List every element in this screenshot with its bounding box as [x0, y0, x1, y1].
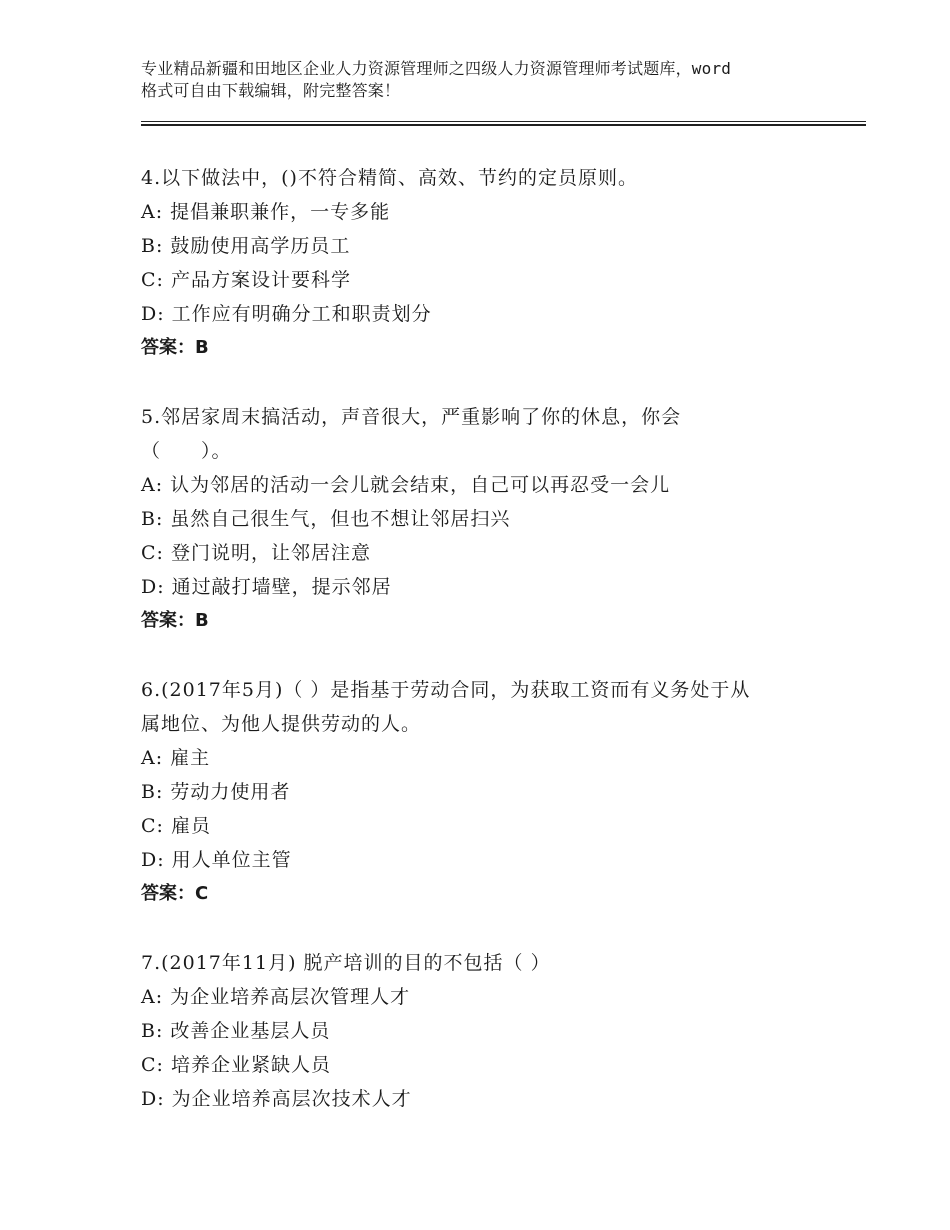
option-c: C: 产品方案设计要科学: [141, 269, 351, 291]
option-a: A: 雇主: [141, 747, 211, 769]
option-d: D: 工作应有明确分工和职责划分: [141, 303, 432, 325]
header-title-line-1: 专业精品新疆和田地区企业人力资源管理师之四级人力资源管理师考试题库，word: [141, 59, 732, 78]
option-a: A: 为企业培养高层次管理人才: [141, 986, 411, 1008]
option-d: D: 通过敲打墙壁，提示邻居: [141, 576, 392, 598]
option-d: D: 用人单位主管: [141, 849, 292, 871]
option-a: A: 提倡兼职兼作，一专多能: [141, 201, 391, 223]
question-stem: 7.(2017年11月) 脱产培训的目的不包括（ ）: [141, 952, 551, 974]
answer-label: 答案：B: [141, 610, 209, 631]
question-6: [141, 673, 841, 911]
question-stem-continued: 属地位、为他人提供劳动的人。: [141, 713, 422, 735]
option-b: B: 劳动力使用者: [141, 781, 291, 803]
option-a: A: 认为邻居的活动一会儿就会结束，自己可以再忍受一会儿: [141, 474, 671, 496]
question-stem: 5.邻居家周末搞活动，声音很大，严重影响了你的休息，你会: [141, 406, 682, 428]
answer-label: 答案：C: [141, 883, 209, 904]
option-c: C: 登门说明，让邻居注意: [141, 542, 371, 564]
question-4: [141, 161, 841, 365]
question-7: [141, 946, 841, 1116]
header-divider-thin: [141, 121, 866, 122]
option-b: B: 改善企业基层人员: [141, 1020, 331, 1042]
question-stem: 4.以下做法中，()不符合精简、高效、节约的定员原则。: [141, 167, 638, 189]
answer-label: 答案：B: [141, 337, 209, 358]
option-b: B: 虽然自己很生气，但也不想让邻居扫兴: [141, 508, 511, 530]
question-stem-continued: （ ）。: [141, 440, 232, 462]
question-stem: 6.(2017年5月)（ ）是指基于劳动合同，为获取工资而有义务处于从: [141, 679, 751, 701]
question-5: [141, 400, 841, 638]
option-b: B: 鼓励使用高学历员工: [141, 235, 351, 257]
option-d: D: 为企业培养高层次技术人才: [141, 1088, 412, 1110]
document-header: [141, 58, 841, 102]
header-divider-thick: [141, 124, 866, 126]
option-c: C: 雇员: [141, 815, 211, 837]
option-c: C: 培养企业紧缺人员: [141, 1054, 331, 1076]
header-title-line-2: 格式可自由下载编辑，附完整答案！: [141, 81, 401, 100]
